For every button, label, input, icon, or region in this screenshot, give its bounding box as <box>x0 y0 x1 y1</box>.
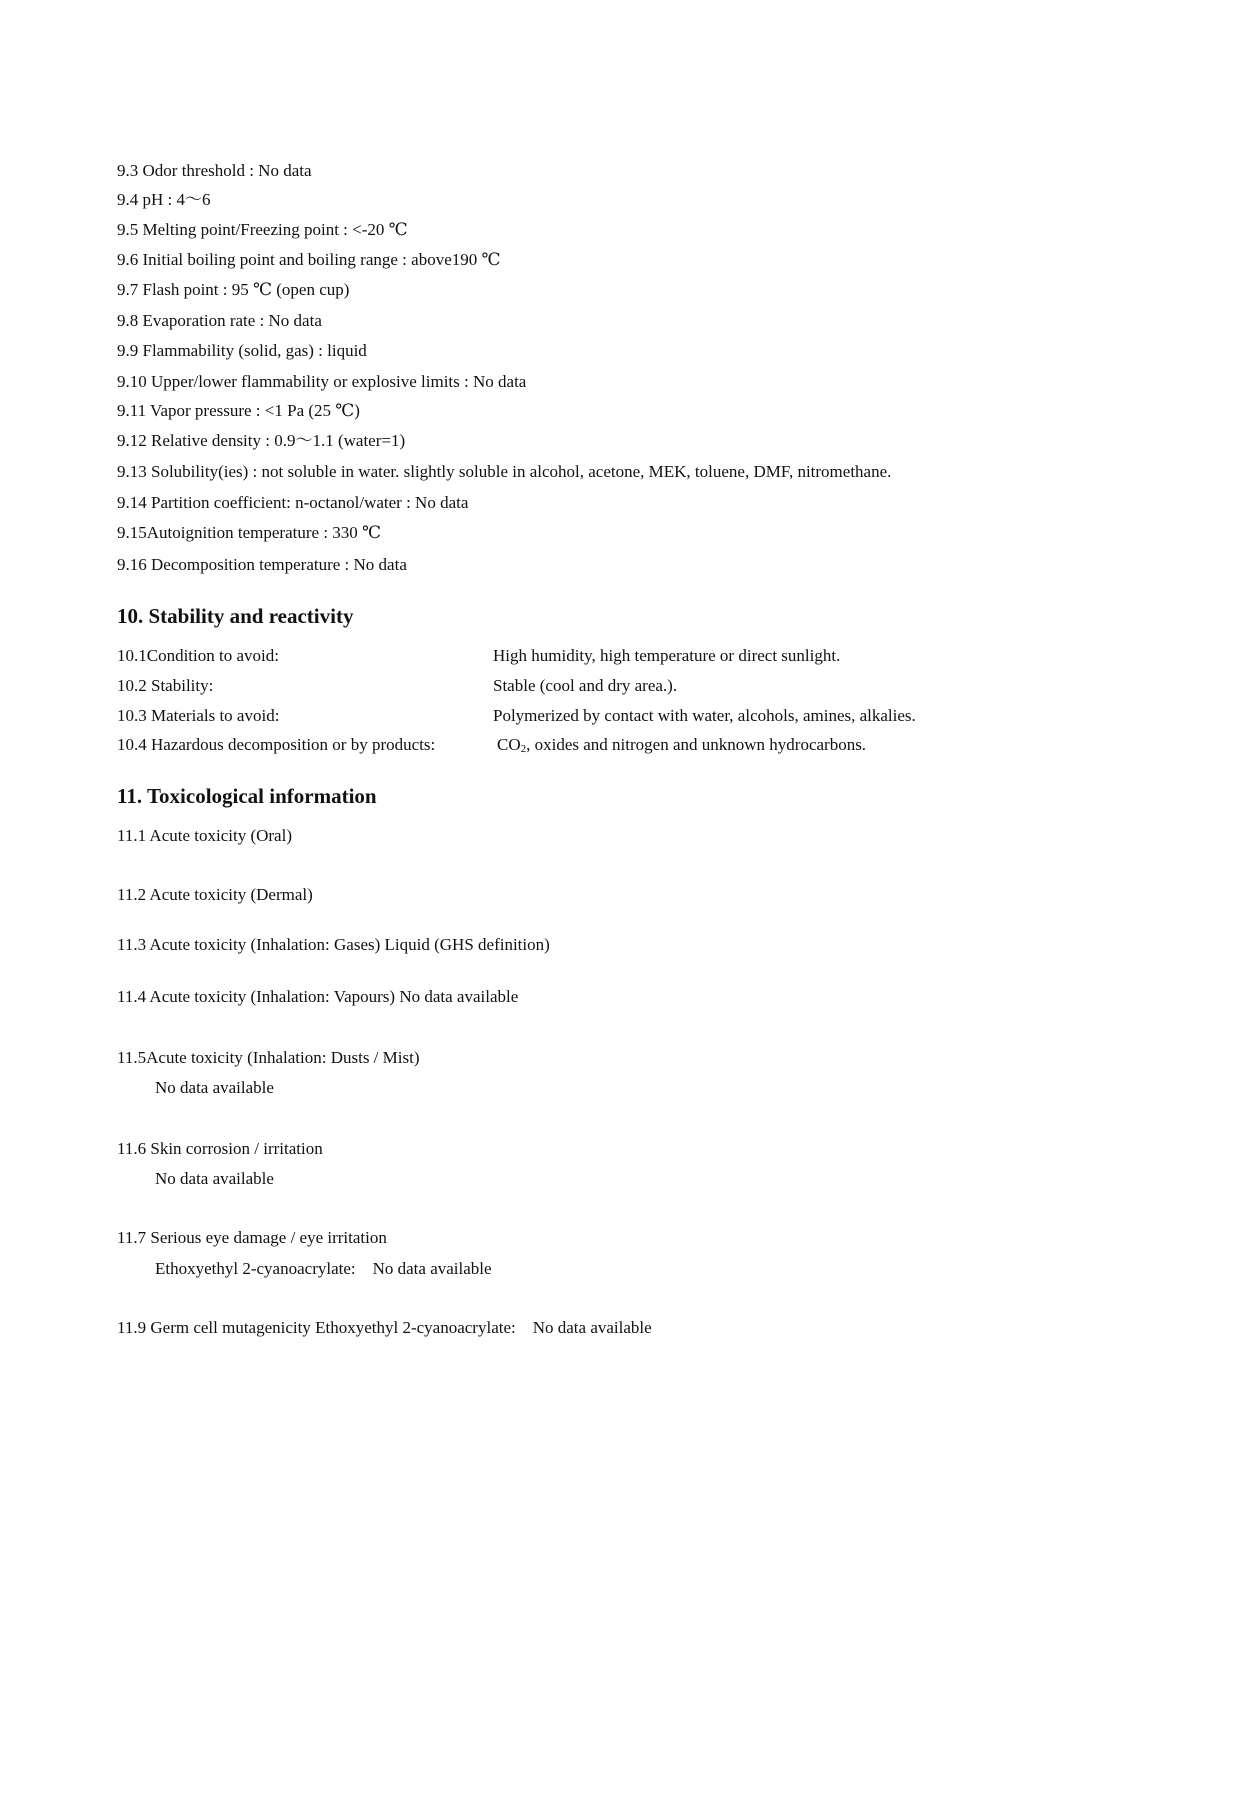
value-subscript: 2 <box>520 743 527 755</box>
tox-oral: 11.1 Acute toxicity (Oral) <box>117 826 292 845</box>
tox-dermal: 11.2 Acute toxicity (Dermal) <box>117 885 313 904</box>
property-partition-coefficient: 9.14 Partition coefficient: n-octanol/water : No data <box>117 493 469 512</box>
property-flammability: 9.9 Flammability (solid, gas) : liquid <box>117 341 367 360</box>
stability-row-label: 10.4 Hazardous decomposition or by products: <box>117 735 436 754</box>
stability-row-label: 10.2 Stability: <box>117 676 214 695</box>
stability-row-label: 10.3 Materials to avoid: <box>117 706 280 725</box>
tox-eye-damage-detail: Ethoxyethyl 2-cyanoacrylate: No data available <box>155 1259 492 1278</box>
stability-row-label: 10.1Condition to avoid: <box>117 646 279 665</box>
property-solubility: 9.13 Solubility(ies) : not soluble in water. slightly soluble in alcohol, acetone, MEK, toluene, DMF, nitromethane. <box>117 462 892 481</box>
property-autoignition: 9.15Autoignition temperature : 330 ℃ <box>117 523 382 542</box>
section-11-heading: 11. Toxicological information <box>117 784 377 808</box>
tox-inhalation-dusts: 11.5Acute toxicity (Inhalation: Dusts / Mist) <box>117 1048 420 1067</box>
property-flash-point: 9.7 Flash point : 95 ℃ (open cup) <box>117 280 350 299</box>
tox-inhalation-dusts-detail: No data available <box>155 1078 274 1097</box>
property-ph: 9.4 pH : 4～6 <box>117 190 211 209</box>
property-explosive-limits: 9.10 Upper/lower flammability or explosive limits : No data <box>117 372 527 391</box>
property-vapor-pressure: 9.11 Vapor pressure : <1 Pa (25 ℃) <box>117 401 360 420</box>
tox-inhalation-gases: 11.3 Acute toxicity (Inhalation: Gases) Liquid (GHS definition) <box>117 935 550 954</box>
stability-row-value <box>497 736 866 753</box>
property-boiling-point: 9.6 Initial boiling point and boiling range : above190 ℃ <box>117 250 501 269</box>
property-melting-point: 9.5 Melting point/Freezing point : <-20 ℃ <box>117 220 408 239</box>
stability-row-value: Polymerized by contact with water, alcohols, amines, alkalies. <box>493 706 916 725</box>
tox-eye-damage: 11.7 Serious eye damage / eye irritation <box>117 1228 387 1247</box>
stability-row-value: High humidity, high temperature or direct sunlight. <box>493 646 841 665</box>
value-prefix: CO <box>497 735 521 754</box>
tox-germ-cell-mutagenicity: 11.9 Germ cell mutagenicity Ethoxyethyl 2-cyanoacrylate: No data available <box>117 1318 652 1337</box>
property-decomposition-temperature: 9.16 Decomposition temperature : No data <box>117 555 407 574</box>
tox-skin-corrosion-detail: No data available <box>155 1169 274 1188</box>
stability-row-value: Stable (cool and dry area.). <box>493 676 678 695</box>
property-evaporation-rate: 9.8 Evaporation rate : No data <box>117 311 322 330</box>
section-10-heading: 10. Stability and reactivity <box>117 604 354 628</box>
property-relative-density: 9.12 Relative density : 0.9～1.1 (water=1) <box>117 431 406 450</box>
tox-skin-corrosion: 11.6 Skin corrosion / irritation <box>117 1139 323 1158</box>
value-suffix: , oxides and nitrogen and unknown hydrocarbons. <box>526 735 867 754</box>
property-odor-threshold: 9.3 Odor threshold : No data <box>117 161 312 180</box>
tox-inhalation-vapours: 11.4 Acute toxicity (Inhalation: Vapours) No data available <box>117 987 519 1006</box>
